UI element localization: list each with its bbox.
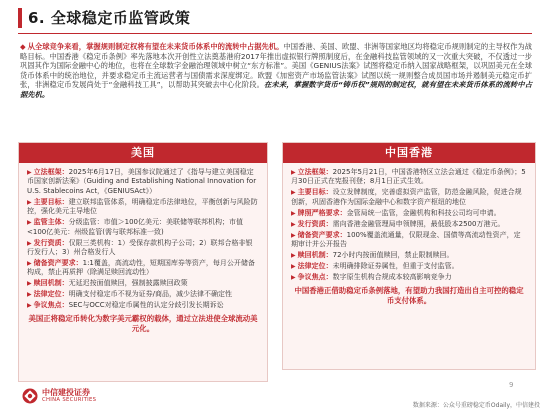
- intro-paragraph: [20, 42, 532, 100]
- item-text: 1:1覆盖，高流动性，短期国库券等资产，每月公开储备构成，禁止再质押（除满足赎回流动性）: [27, 259, 255, 277]
- list-item: [291, 273, 527, 282]
- page-title: 6. 全球稳定币监管政策: [28, 9, 191, 27]
- triangle-bullet-icon: ▶: [291, 274, 296, 282]
- item-label: 储备资产要求：: [33, 259, 83, 268]
- list-item: [291, 168, 527, 187]
- triangle-bullet-icon: ▶: [291, 252, 296, 260]
- item-text: 建立联邦监管体系，明确稳定币法律地位，平衡创新与风险防控，强化美元主导地位: [27, 197, 258, 216]
- source-note: 数据来源：公众号重磅稳定币Odaily，中信建投: [412, 402, 540, 409]
- hk-card-header: 中国香港: [283, 143, 535, 163]
- triangle-bullet-icon: ▶: [27, 239, 32, 247]
- page-number: 9: [509, 381, 514, 389]
- item-label: 立法框架：: [297, 168, 333, 176]
- diamond-bullet-icon: ◆: [20, 42, 26, 51]
- triangle-bullet-icon: ▶: [291, 189, 296, 197]
- item-label: 主要目标：: [33, 197, 69, 206]
- hk-summary: 中国香港正借助稳定币条例落地，有望助力我国打造出自主可控的稳定币支付体系。: [294, 285, 524, 305]
- list-item: [27, 259, 259, 278]
- triangle-bullet-icon: ▶: [27, 169, 32, 176]
- triangle-bullet-icon: ▶: [291, 231, 296, 239]
- intro-lead: 从全球竞争来看，掌握规则制定权将有望在未来货币体系中的流转中占据先机。: [27, 42, 284, 51]
- item-text: 分级监管：市值＞100亿美元：美联储等联邦机构；市值<100亿美元：州级监管(需与联邦标准一致): [27, 218, 243, 236]
- item-text: 72小时内按面值赎回，禁止限制赎回。: [332, 251, 454, 260]
- list-item: [291, 220, 527, 229]
- intro-body: 中国香港、美国、欧盟、非洲等国家地区均将稳定币规则制定的主导权作为战略目标。中国香港《稳定币条例》率先落地本次开创性立法奠基港府2017年推出虚拟银行牌照制度后，在金融科技监管领域的又一次重大突破，不仅透过一步巩固其作为国际金融中心的地位，也将在全球数字金融治理领域中树立“东方标准”。美国《GENIUS法案》试图将稳定币纳入国家战略框架，以巩固美元在全球货币体系中的统治地位，并要求稳定币主流运营者与国债需求深度绑定。欧盟《加密资产市场监管法案》试图以统一规则整合成员国市场并遏制美元稳定币扩张，非洲稳定币发展尚处于“金融科技工具”，以帮助其突破去中心化阶段。: [20, 42, 532, 90]
- company-logo: [22, 386, 132, 410]
- item-text: SEC与OCC对稳定币属性的认定分歧引发长期诉讼: [68, 301, 224, 310]
- list-item: [291, 209, 527, 218]
- triangle-bullet-icon: ▶: [291, 209, 296, 217]
- triangle-bullet-icon: ▶: [27, 302, 32, 310]
- item-text: 需向香港金融管理局申领牌照，最低股本2500万港元。: [332, 219, 505, 228]
- list-item: [291, 262, 527, 271]
- item-label: 争议焦点：: [33, 301, 69, 310]
- logo-mark-icon: [22, 388, 38, 404]
- item-label: 争议焦点：: [297, 273, 333, 282]
- triangle-bullet-icon: ▶: [291, 263, 296, 271]
- triangle-bullet-icon: ▶: [27, 280, 32, 288]
- list-item: [27, 198, 259, 217]
- item-label: 法律定位：: [297, 262, 333, 271]
- item-text: 无延迟按面值赎回，强制披露赎回政策: [68, 279, 188, 288]
- title-divider: [18, 33, 532, 34]
- list-item: [27, 239, 259, 258]
- us-policy-card: [18, 142, 268, 382]
- item-text: 明确支付稳定币不视为证券/商品，减少法律不确定性: [68, 290, 232, 299]
- logo-name-cn: 中信建投证券: [42, 388, 90, 397]
- item-text: 100%覆盖流通量，仅限现金、国债等高流动性资产，定期审计并公开报告: [291, 230, 521, 249]
- item-label: 发行资质：: [33, 238, 69, 247]
- us-card-header: 美国: [19, 143, 267, 163]
- list-item: [27, 218, 259, 237]
- item-label: 赎回机制：: [297, 251, 333, 260]
- list-item: [27, 279, 259, 288]
- list-item: [27, 301, 259, 310]
- triangle-bullet-icon: ▶: [27, 260, 32, 268]
- triangle-bullet-icon: ▶: [291, 220, 296, 228]
- item-label: 赎回机制：: [33, 279, 69, 288]
- item-label: 法律定位：: [33, 290, 69, 299]
- list-item: [291, 251, 527, 260]
- item-text: 金管局统一监管，金融机构和科技公司均可申请。: [346, 208, 501, 217]
- item-label: 发行资质：: [297, 219, 333, 228]
- item-text: 2025年6月17日，美国参议院通过了《指导与建立美国稳定币国家创新法案》（Guiding and Establishing National Innovation for U.S. Stablecoins Act，《GENIUSAct》）: [27, 168, 257, 195]
- item-text: 未明确排除证券属性，但重于支付监管。: [332, 262, 459, 271]
- list-item: [27, 290, 259, 299]
- item-label: 监管主体：: [33, 218, 69, 227]
- hk-policy-card: [282, 142, 536, 370]
- hk-card-body: [291, 168, 527, 306]
- triangle-bullet-icon: ▶: [27, 219, 32, 227]
- item-label: 牌照严格要求：: [297, 208, 347, 217]
- item-label: 立法框架：: [33, 168, 69, 176]
- item-text: 仅限三类机构：1）受保存款机构子公司；2）联邦合格非银行发行人；3）州合格发行人: [27, 238, 253, 257]
- triangle-bullet-icon: ▶: [27, 291, 32, 299]
- item-text: 2025年5月21日，中国香港特区立法会通过《稳定币条例》；5月30日正式在宪报刊登；8月1日正式生效。: [291, 168, 526, 186]
- us-card-body: [27, 168, 259, 334]
- triangle-bullet-icon: ▶: [27, 198, 32, 206]
- item-text: 设立发牌制度，完善虚拟资产监管，防范金融风险，促进合规创新，巩固香港作为国际金融中心和数字资产枢纽的地位: [291, 188, 522, 206]
- item-label: 储备资产要求：: [297, 230, 347, 239]
- us-summary: 美国正将稳定币转化为数字美元霸权的载体，通过立法进使全球流动美元化。: [28, 313, 258, 333]
- title-accent-bar: [18, 8, 22, 28]
- intro-emphasis: 在未来，掌握数字货币“铸币权”规则的制定权，就有望在未来货币体系的流转中占据先机。: [20, 80, 532, 99]
- item-label: 主要目标：: [297, 188, 333, 197]
- logo-name-en: CHINA SECURITIES: [42, 397, 97, 403]
- triangle-bullet-icon: ▶: [291, 169, 296, 176]
- item-text: 数字原生机构合规成本较高影响竞争力: [332, 273, 452, 282]
- list-item: [291, 188, 527, 207]
- page-title-bar: [0, 0, 550, 36]
- list-item: [291, 231, 527, 250]
- list-item: [27, 168, 259, 196]
